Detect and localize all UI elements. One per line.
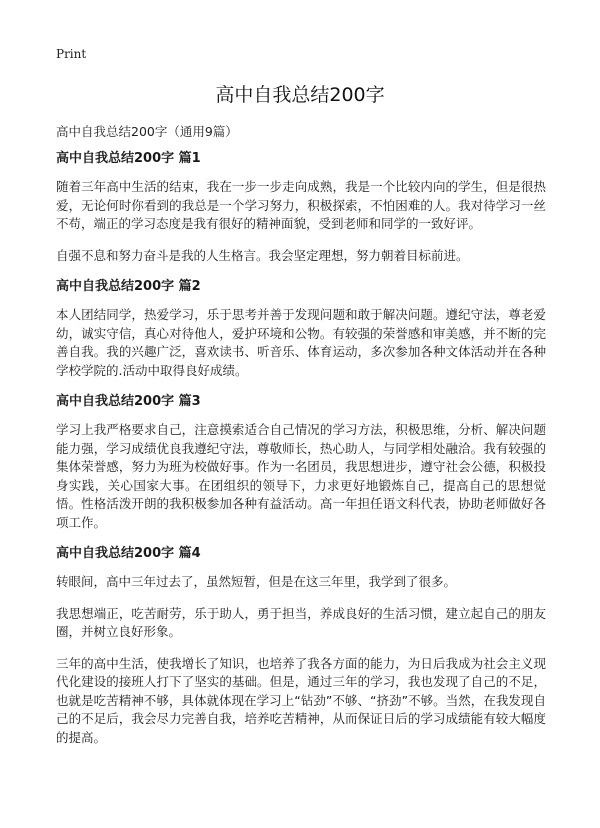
- paragraph: 转眼间，高中三年过去了，虽然短暂，但是在这三年里，我学到了很多。: [56, 574, 457, 589]
- section-3: [56, 393, 546, 532]
- document-body: [56, 150, 546, 760]
- page-title: 高中自我总结200字: [215, 84, 385, 106]
- section-heading: 高中自我总结200字 篇2: [56, 279, 201, 294]
- document-subtitle: 高中自我总结200字（通用9篇）: [56, 124, 238, 139]
- section-1: [56, 150, 546, 265]
- paragraph: 随着三年高中生活的结束，我在一步一步走向成熟，我是一个比较内向的学生，但是很热爱，无论何时你看到的我总是一个学习努力，积极探索，不怕困难的人。我对待学习一丝不苟，端正的学习态度是我有很好的精神面貌，受到老师和同学的一致好评。: [56, 179, 546, 231]
- section-heading: 高中自我总结200字 篇3: [56, 394, 201, 409]
- paragraph: 学习上我严格要求自己，注意摸索适合自己情况的学习方法，积极思维，分析、解决问题能力强，学习成绩优良我遵纪守法，尊敬师长，热心助人，与同学相处融洽。我有较强的集体荣誉感，努力为班为校做好事。作为一名团员，我思想进步，遵守社会公德，积极投身实践，关心国家大事。在团组织的领导下，力求更好地锻炼自己，提高自己的思想觉悟。性格活泼开朗的我积极参加各种有益活动。高一年担任语文科代表，协助老师做好各项工作。: [56, 422, 546, 530]
- print-label[interactable]: Print: [56, 47, 87, 61]
- section-heading: 高中自我总结200字 篇4: [56, 546, 201, 561]
- paragraph: 本人团结同学，热爱学习，乐于思考并善于发现问题和敢于解决问题。遵纪守法，尊老爱幼，诚实守信，真心对待他人，爱护环境和公物。有较强的荣誉感和审美感，并不断的完善自我。我的兴趣广泛，喜欢读书、听音乐、体育运动，多次参加各种文体活动并在各种学校学院的.活动中取得良好成绩。: [56, 307, 546, 378]
- section-heading: 高中自我总结200字 篇1: [56, 151, 201, 166]
- section-2: [56, 278, 546, 380]
- paragraph: 三年的高中生活，使我增长了知识，也培养了我各方面的能力，为日后我成为社会主义现代化建设的接班人打下了坚实的基础。但是，通过三年的学习，我也发现了自己的不足，也就是吃苦精神不够，具体就体现在学习上“钻劲”不够、“挤劲”不够。当然，在我发现自己的不足后，我会尽力完善自我，培养吃苦精神，从而保证日后的学习成绩能有较大幅度的提高。: [56, 655, 546, 745]
- paragraph: 我思想端正，吃苦耐劳，乐于助人，勇于担当，养成良好的生活习惯，建立起自己的朋友圈，并树立良好形象。: [56, 605, 546, 639]
- section-4: [56, 545, 546, 747]
- paragraph: 自强不息和努力奋斗是我的人生格言。我会坚定理想，努力朝着目标前进。: [56, 247, 469, 263]
